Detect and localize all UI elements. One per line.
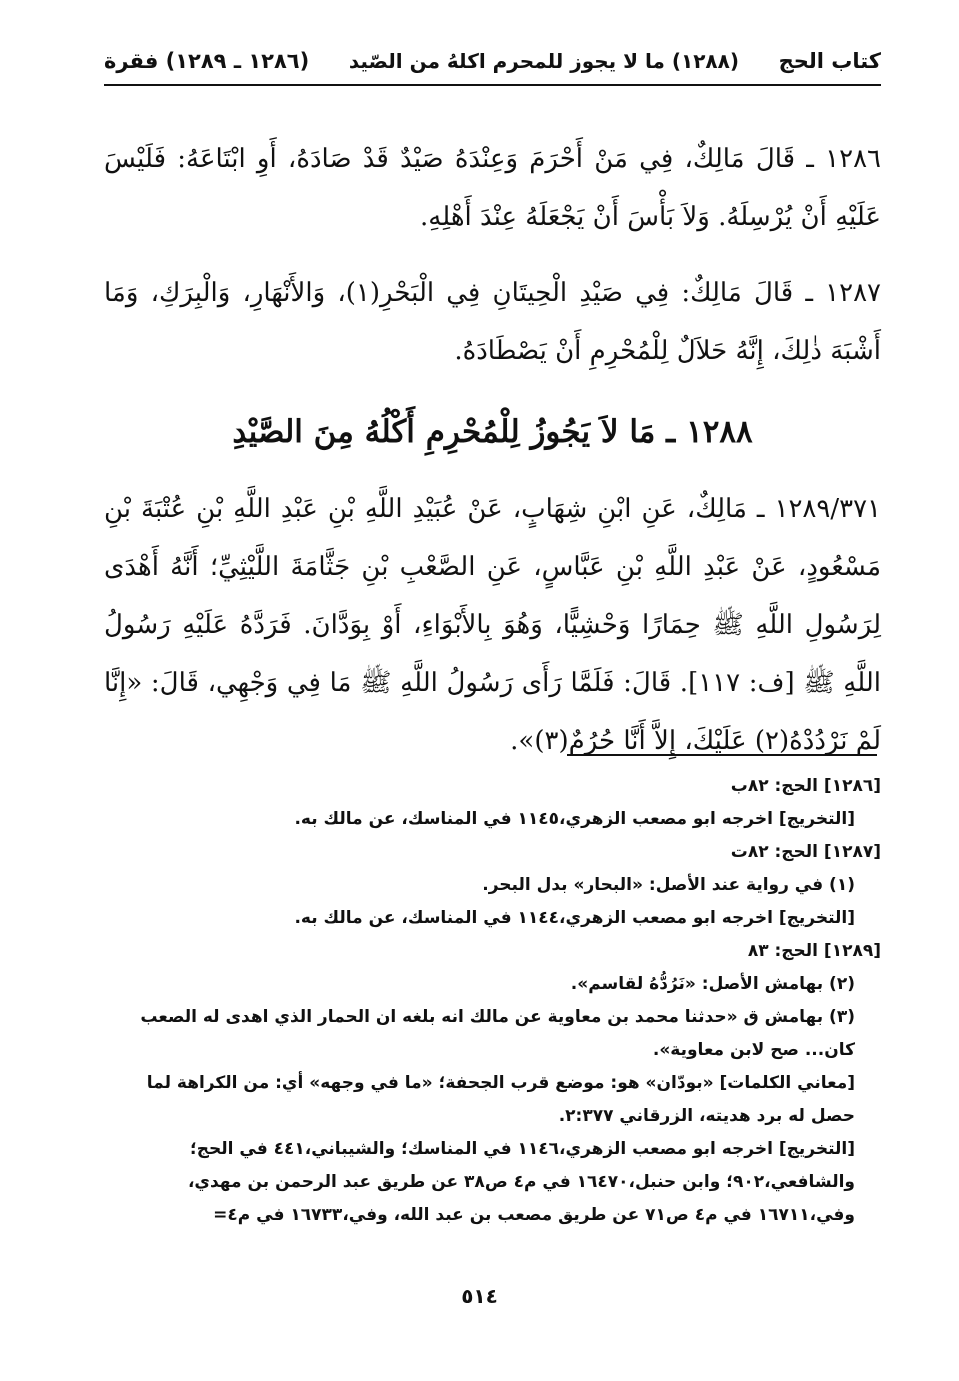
note-meanings: [معاني الكلمات] «بودّان» هو: موضع قرب الجحفة؛ «ما في وجهه» أي: من الكراهة لما حصل له برد هديته، الزرقاني ٢:٣٧٧.: [146, 1073, 855, 1126]
footnote: (٢) بهامش الأصل: «نَرُدُّهُ لقاسم».: [570, 974, 855, 994]
footnote: (١) في رواية عند الأصل: «البحار» بدل البحر.: [482, 875, 855, 895]
footnotes: [104, 770, 881, 1232]
note-ref: [١٢٨٩] الحج: ٨٣: [747, 941, 881, 961]
note-ref: [١٢٨٦] الحج: ٨٢ب: [730, 776, 881, 796]
hadith-paragraph: ١٢٨٩/٣٧١ ـ مَالِكٌ، عَنِ ابْنِ شِهَابٍ، عَنْ عُبَيْدِ اللَّهِ بْنِ عَبْدِ اللَّهِ بْنِ عُتْبَةَ بْنِ مَسْعُودٍ، عَنْ عَبْدِ اللَّهِ بْنِ عَبَّاسٍ، عَنِ الصَّعْبِ بْنِ جَثَّامَةَ اللَّيْثِيِّ؛ أَنَّهُ أَهْدَى لِرَسُولِ اللَّهِ ﷺ حِمَارًا وَحْشِيًّا، وَهُوَ بِالأَبْوَاءِ، أَوْ بِوَدَّانَ. فَرَدَّهُ عَلَيْهِ رَسُولُ اللَّهِ ﷺ [ف: ١١٧]. قَالَ: فَلَمَّا رَأَى رَسُولُ اللَّهِ ﷺ مَا فِي وَجْهِي، قَالَ: «إِنَّا لَمْ نَرْدُدْهُ(٢) عَلَيْكَ، إِلاَّ أَنَّا حُرُمٌ(٣)».: [104, 494, 881, 756]
note-takhrij: [التخريج] اخرجه ابو مصعب الزهري،١١٤٥ في المناسك، عن مالك به.: [294, 809, 855, 829]
book-title: كتاب الحج: [778, 49, 881, 73]
running-header: [104, 38, 881, 86]
note-ref: [١٢٨٧] الحج: ٨٢ت: [730, 842, 881, 862]
paragraph-1286: ١٢٨٦ ـ قَالَ مَالِكٌ، فِي مَنْ أَحْرَمَ وَعِنْدَهُ صَيْدٌ قَدْ صَادَهُ، أَوِ ابْتَاعَهُ: فَلَيْسَ عَلَيْهِ أَنْ يُرْسِلَهُ. وَلاَ بَأْسَ أَنْ يَجْعَلَهُ عِنْدَ أَهْلِهِ.: [104, 144, 881, 232]
page-number: ٥١٤: [461, 1284, 498, 1308]
section-heading: ١٢٨٨ ـ مَا لاَ يَجُوزُ لِلْمُحْرِمِ أَكْلُهُ مِنَ الصَّيْدِ: [232, 414, 753, 450]
chapter-title: (١٢٨٨) ما لا يجوز للمحرم اكلهُ من الصّيد: [348, 49, 739, 73]
paragraph-range: (١٢٨٦ ـ ١٢٨٩) فقرة: [104, 49, 310, 73]
note-takhrij: [التخريج] اخرجه ابو مصعب الزهري،١١٤٤ في المناسك، عن مالك به.: [294, 908, 855, 928]
main-text: [104, 130, 881, 788]
footnote: (٣) بهامش ق «حدثنا محمد بن معاوية عن مالك انه بلغه ان الحمار الذي اهدى له الصعب كان... صح لابن معاوية».: [140, 1007, 855, 1060]
note-takhrij: [التخريج] اخرجه ابو مصعب الزهري،١١٤٦ في المناسك؛ والشيباني،٤٤١ في الحج؛ والشافعي،٩٠٢؛ وابن حنبل،١٦٤٧٠ في م٤ ص٣٨ عن طريق عبد الرحمن بن مهدي، وفي،١٦٧١١ في م٤ ص٧١ عن طريق مصعب بن عبد الله، وفي،١٦٧٣٣ في م٤=: [187, 1139, 855, 1225]
paragraph-1287: ١٢٨٧ ـ قَالَ مَالِكٌ: فِي صَيْدِ الْحِيتَانِ فِي الْبَحْرِ(١)، وَالأَنْهَارِ، وَالْبِرَكِ، وَمَا أَشْبَهَ ذٰلِكَ، إِنَّهُ حَلاَلٌ لِلْمُحْرِمِ أَنْ يَصْطَادَهُ.: [104, 278, 881, 366]
footnote-separator: [567, 754, 877, 756]
